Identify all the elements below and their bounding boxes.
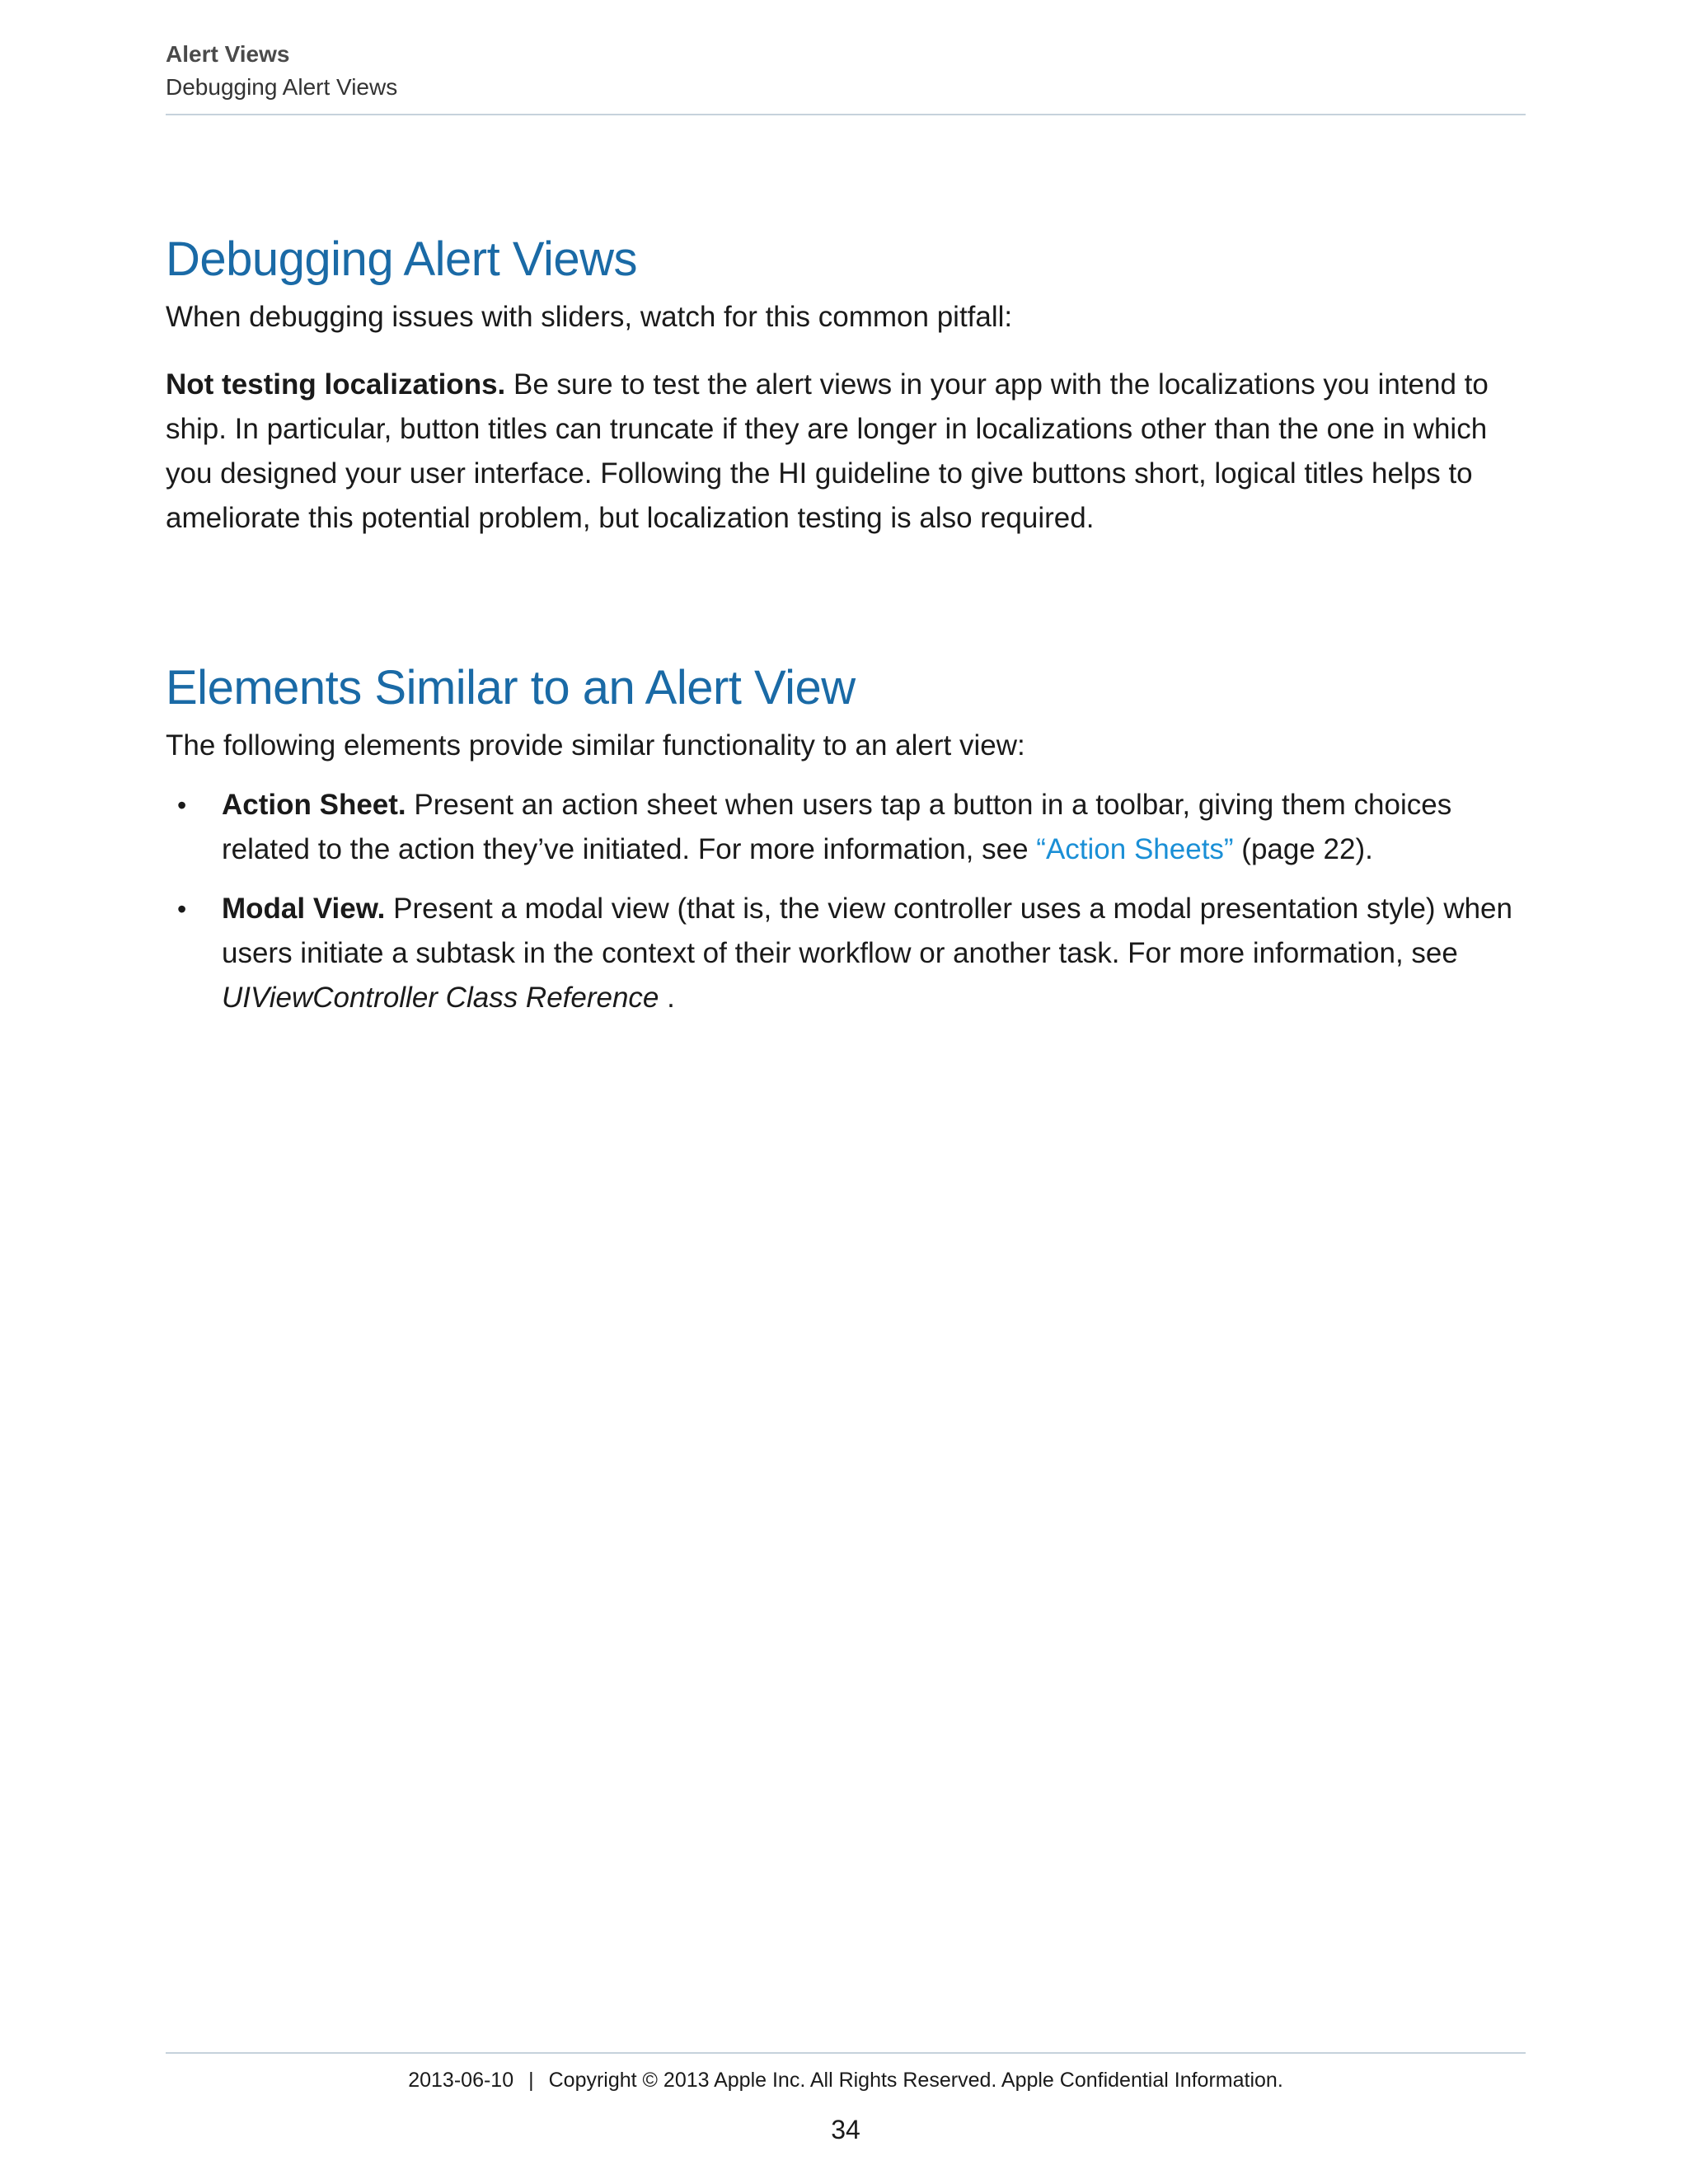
footer-separator: | [528,2069,534,2092]
header-divider [166,114,1526,115]
header-chapter-title: Alert Views [166,41,290,67]
header-section-title: Debugging Alert Views [166,74,398,100]
class-reference-title: UIViewController Class Reference [222,982,659,1014]
bullet-icon: • [177,894,187,924]
section-intro: When debugging issues with sliders, watch for this common pitfall: [166,301,1013,333]
list-item-modal-view [166,887,1526,1020]
running-header [166,38,1526,104]
section-heading: Elements Similar to an Alert View [166,661,856,715]
section-heading: Debugging Alert Views [166,232,638,286]
list-item-action-sheet [166,783,1526,872]
list-item-end: . [659,982,675,1014]
footer-copyright-line [166,2065,1526,2095]
action-sheets-link[interactable]: “Action Sheets” [1036,833,1234,865]
section-similar-elements [166,659,1526,1035]
list-item-text: Present an action sheet when users tap a button in a toolbar, giving them choices related to the action they’ve initiated. For more information, see [222,789,1452,865]
pitfall-text: Be sure to test the alert views in your app with the localizations you intend to ship. In particular, button titles can truncate if they are longer in localizations other than the one in which you designed your user interface. Following the HI guideline to give buttons short, logical titles helps to ameliorate this potential problem, but localization testing is also required. [166,368,1489,534]
page-number: 34 [831,2115,860,2144]
section-debugging-alert-views [166,231,1526,541]
list-item-text: Present a modal view (that is, the view controller uses a modal presentation style) when users initiate a subtask in the context of their workflow or another task. For more information, see [222,893,1512,969]
list-item-lead: Action Sheet. [222,789,406,821]
footer-date: 2013-06-10 [408,2069,514,2092]
list-item-lead: Modal View. [222,893,386,925]
bullet-icon: • [177,790,187,820]
similar-elements-list [166,783,1526,1020]
pitfall-lead: Not testing localizations. [166,368,506,401]
footer-divider [166,2052,1526,2054]
footer-copyright: Copyright © 2013 Apple Inc. All Rights Reserved. Apple Confidential Information. [548,2069,1283,2092]
pitfall-paragraph [166,363,1526,541]
list-item-page-ref: (page 22). [1233,833,1373,865]
section-intro: The following elements provide similar functionality to an alert view: [166,729,1025,762]
